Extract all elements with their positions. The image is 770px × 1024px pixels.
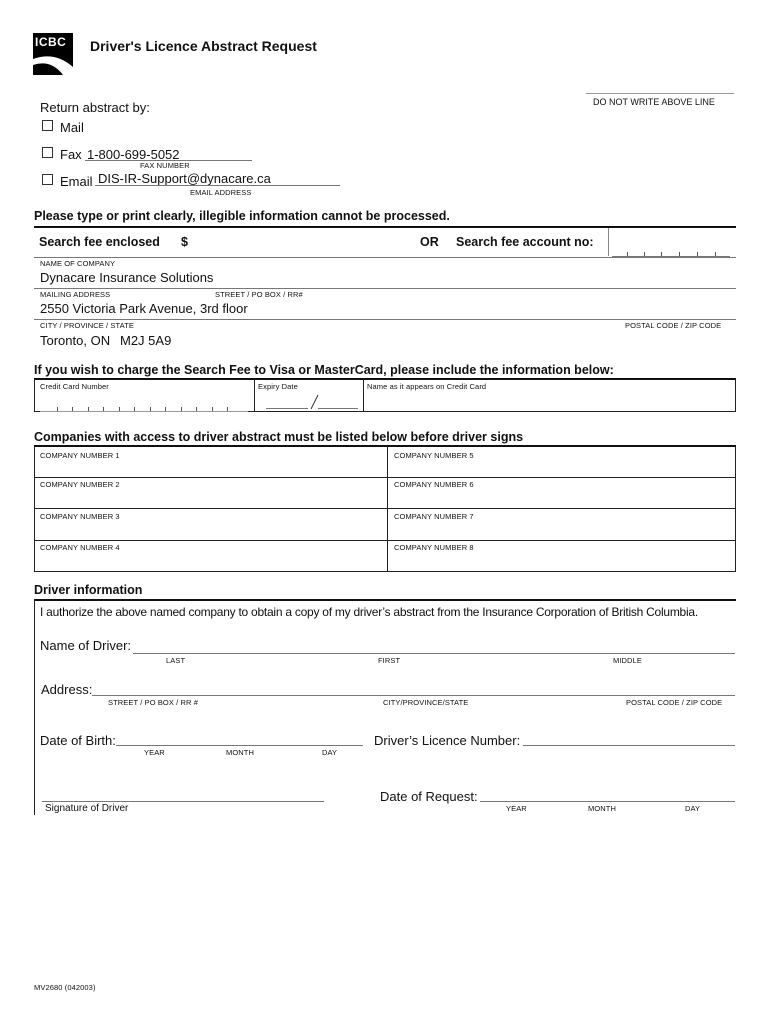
dob-label: Date of Birth: [40, 733, 116, 748]
mailing-address-field[interactable]: 2550 Victoria Park Avenue, 3rd floor [40, 301, 248, 316]
card-number-field[interactable] [38, 396, 250, 410]
postal-caption: POSTAL CODE / ZIP CODE [625, 321, 722, 330]
logo-text: ICBC [35, 35, 67, 49]
fee-account-label: Search fee account no: [456, 235, 594, 249]
companies-row-divider [34, 508, 736, 509]
account-tick [679, 252, 680, 256]
company-number-3[interactable]: COMPANY NUMBER 3 [40, 512, 120, 521]
card-tick [181, 407, 182, 411]
request-date-label: Date of Request: [380, 789, 478, 804]
icbc-logo [33, 33, 73, 75]
driver-rule [34, 599, 736, 601]
driver-address-label: Address: [41, 682, 93, 697]
dob-year-caption: YEAR [144, 748, 165, 757]
email-field[interactable]: DIS-IR-Support@dynacare.ca [98, 171, 271, 186]
request-date-field[interactable] [480, 801, 735, 802]
fax-caption: FAX NUMBER [140, 161, 190, 170]
card-tick [196, 407, 197, 411]
fee-dollar-sign: $ [181, 235, 188, 249]
card-tick [150, 407, 151, 411]
card-tick [88, 407, 89, 411]
company-number-6[interactable]: COMPANY NUMBER 6 [394, 480, 474, 489]
card-tick [227, 407, 228, 411]
card-name-field[interactable] [366, 394, 732, 410]
company-number-7[interactable]: COMPANY NUMBER 7 [394, 512, 474, 521]
fee-or-label: OR [420, 235, 439, 249]
licence-number-field[interactable] [523, 745, 735, 746]
name-first-caption: FIRST [378, 656, 401, 665]
card-tick [212, 407, 213, 411]
card-tick [119, 407, 120, 411]
city-field[interactable]: Toronto, ON [40, 333, 111, 348]
card-number-label: Credit Card Number [40, 382, 109, 391]
fax-label: Fax [60, 147, 82, 162]
account-tick [697, 252, 698, 256]
dob-day-caption: DAY [322, 748, 338, 757]
company-name-field[interactable]: Dynacare Insurance Solutions [40, 270, 214, 285]
form-code: MV2680 (042003) [34, 983, 96, 992]
company-number-2[interactable]: COMPANY NUMBER 2 [40, 480, 120, 489]
address-postal-caption: POSTAL CODE / ZIP CODE [626, 698, 723, 707]
companies-row-divider [34, 477, 736, 478]
card-tick [165, 407, 166, 411]
companies-heading: Companies with access to driver abstract must be listed below before driver signs [34, 430, 524, 444]
expiry-label: Expiry Date [258, 382, 298, 391]
address-city-caption: CITY/PROVINCE/STATE [383, 698, 469, 707]
email-underline [95, 185, 340, 186]
dob-field[interactable] [116, 745, 363, 746]
card-divider [254, 379, 255, 412]
card-tick [134, 407, 135, 411]
city-caption: CITY / PROVINCE / STATE [40, 321, 134, 330]
mailing-divider [34, 319, 736, 320]
card-heading: If you wish to charge the Search Fee to Visa or MasterCard, please include the information below: [34, 363, 614, 377]
fax-number-field[interactable]: 1-800-699-5052 [87, 147, 180, 162]
card-divider [363, 379, 364, 412]
email-label: Email [60, 174, 93, 189]
do-not-write-label: DO NOT WRITE ABOVE LINE [593, 97, 715, 107]
company-number-5[interactable]: COMPANY NUMBER 5 [394, 451, 474, 460]
driver-heading: Driver information [34, 583, 143, 597]
card-name-label: Name as it appears on Credit Card [367, 382, 487, 391]
driver-address-field[interactable] [92, 695, 735, 696]
return-label: Return abstract by: [40, 100, 150, 115]
companies-col-divider [387, 446, 388, 572]
fee-divider [34, 257, 736, 258]
expiry-month-line [266, 408, 308, 409]
licence-number-label: Driver’s Licence Number: [374, 733, 521, 748]
account-tick [627, 252, 628, 256]
request-day-caption: DAY [685, 804, 701, 813]
driver-name-field[interactable] [133, 653, 735, 654]
postal-field[interactable]: M2J 5A9 [120, 333, 172, 348]
email-caption: EMAIL ADDRESS [190, 188, 252, 197]
company-number-4[interactable]: COMPANY NUMBER 4 [40, 543, 120, 552]
company-name-caption: NAME OF COMPANY [40, 259, 116, 268]
mail-label: Mail [60, 120, 84, 135]
account-tick [661, 252, 662, 256]
account-tick [715, 252, 716, 256]
card-tick [103, 407, 104, 411]
instructions-text: Please type or print clearly, illegible information cannot be processed. [34, 209, 450, 223]
card-number-baseline [40, 411, 248, 412]
fee-enclosed-label: Search fee enclosed [39, 235, 160, 249]
expiry-year-line [318, 408, 358, 409]
dob-month-caption: MONTH [226, 748, 254, 757]
do-not-write-line [586, 93, 734, 94]
card-tick [72, 407, 73, 411]
fax-checkbox[interactable] [42, 147, 53, 158]
companies-row-divider [34, 540, 736, 541]
driver-name-label: Name of Driver: [40, 638, 132, 653]
name-last-caption: LAST [166, 656, 186, 665]
company-number-8[interactable]: COMPANY NUMBER 8 [394, 543, 474, 552]
card-tick [57, 407, 58, 411]
street-caption: STREET / PO BOX / RR# [215, 290, 303, 299]
company-number-1[interactable]: COMPANY NUMBER 1 [40, 451, 120, 460]
email-checkbox[interactable] [42, 174, 53, 185]
mailing-address-caption: MAILING ADDRESS [40, 290, 111, 299]
address-street-caption: STREET / PO BOX / RR # [108, 698, 198, 707]
request-month-caption: MONTH [588, 804, 616, 813]
driver-left-border [34, 599, 35, 815]
mail-checkbox[interactable] [42, 120, 53, 131]
request-year-caption: YEAR [506, 804, 527, 813]
signature-label: Signature of Driver [45, 803, 129, 814]
name-middle-caption: MIDDLE [613, 656, 642, 665]
account-tick [644, 252, 645, 256]
company-name-divider [34, 288, 736, 289]
authorization-text: I authorize the above named company to obtain a copy of my driver’s abstract from the Insurance Corporation of British Columbia. [40, 605, 698, 619]
signature-field[interactable] [42, 801, 324, 802]
page-title: Driver's Licence Abstract Request [90, 38, 317, 54]
